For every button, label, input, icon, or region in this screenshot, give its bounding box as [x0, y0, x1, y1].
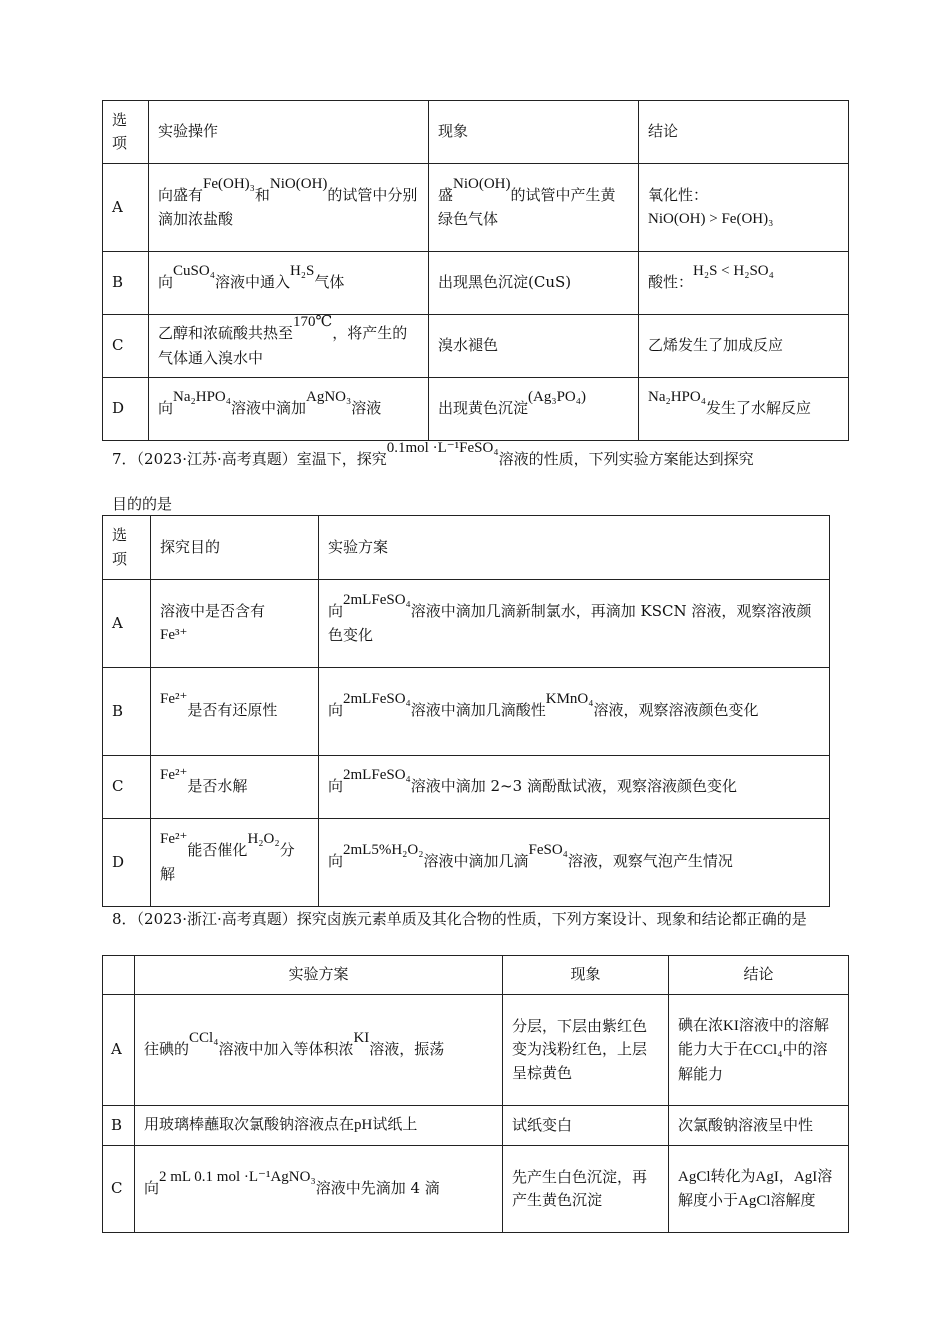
formula: FeSO₄ — [528, 842, 568, 859]
phenomenon-cell: 试纸变白 — [503, 1106, 669, 1146]
header-plan: 实验方案 — [135, 956, 503, 995]
text: 和 — [254, 185, 270, 204]
goal-cell — [151, 756, 319, 819]
conclusion-cell — [639, 164, 849, 252]
option-label: B — [103, 1106, 135, 1146]
table-row — [103, 1146, 849, 1233]
option-label: C — [103, 315, 149, 378]
operation-cell — [149, 315, 429, 378]
table-row — [103, 516, 830, 580]
formula: NiO(OH) — [269, 175, 328, 192]
formula: Fe³⁺ — [160, 626, 188, 643]
text: 溶液 — [351, 398, 382, 417]
formula: (Ag₃PO₄) — [528, 388, 586, 405]
formula: AgI — [793, 1168, 818, 1185]
text: 向 — [158, 398, 174, 417]
formula: 2mL5%H₂O₂ — [343, 842, 424, 859]
formula: 2 mL 0.1 mol ·L⁻¹AgNO₃ — [159, 1168, 316, 1185]
text: 能否催化 — [187, 840, 248, 859]
text: 向 — [328, 701, 344, 720]
formula: 0.1mol ·L⁻¹FeSO₄ — [386, 440, 499, 456]
formula: AgCl — [678, 1168, 711, 1185]
formula: KI — [723, 1018, 739, 1035]
text: 溶液中滴加几滴 — [423, 852, 529, 871]
table-2 — [102, 515, 830, 907]
table-row — [103, 580, 830, 668]
text: 氧化性： — [648, 186, 709, 205]
table-row — [103, 956, 849, 995]
formula: Fe²⁺ — [160, 766, 188, 783]
formula: 2mLFeSO₄ — [343, 591, 411, 608]
text: 酸性： — [648, 272, 694, 291]
header-option: 选项 — [103, 516, 151, 580]
option-label: A — [103, 164, 149, 252]
formula: Fe(OH)₃ — [203, 175, 255, 192]
plan-cell — [319, 580, 830, 668]
text: 乙醇和浓硫酸共热至 — [158, 324, 294, 343]
formula: NiO(OH) > Fe(OH)₃ — [648, 210, 774, 227]
text: 气体 — [314, 272, 345, 291]
phenomenon-cell: 出现黑色沉淀(CuS) — [429, 252, 639, 315]
formula: CuSO₄ — [173, 262, 215, 279]
table-row — [103, 995, 849, 1106]
formula: AgCl — [738, 1193, 771, 1209]
text: 溶液中滴加几滴新制氯水，再滴加 KSCN 溶液，观察溶液颜色变化 — [328, 601, 812, 644]
conclusion-cell: 乙烯发生了加成反应 — [639, 315, 849, 378]
conclusion-cell — [669, 995, 849, 1106]
table-3 — [102, 955, 849, 1233]
formula: CCl₄ — [189, 1029, 219, 1046]
header-blank — [103, 956, 135, 995]
text: 溶解度 — [770, 1191, 816, 1209]
text: 往碘的 — [144, 1039, 190, 1058]
text: 是否有还原性 — [187, 701, 278, 720]
phenomenon-cell — [429, 164, 639, 252]
plan-cell — [319, 819, 830, 907]
option-label: A — [103, 995, 135, 1106]
plan-cell — [135, 1106, 503, 1146]
header-phenomenon: 现象 — [429, 101, 639, 164]
text: 向 — [328, 776, 344, 795]
text: 盛 — [438, 185, 454, 204]
table-row — [103, 756, 830, 819]
text: 的试管中产生黄绿色气体 — [438, 185, 616, 228]
option-label: B — [103, 252, 149, 315]
text: 溶液，观察溶液颜色变化 — [593, 701, 759, 720]
question-8: 8．（2023·浙江·高考真题）探究卤族元素单质及其化合物的性质，下列方案设计、现象和结论都正确的是 — [112, 910, 807, 928]
conclusion-cell — [639, 378, 849, 441]
table-row — [103, 668, 830, 756]
text: 用玻璃棒蘸取次氯酸钠溶液点在 — [144, 1115, 355, 1134]
operation-cell — [149, 378, 429, 441]
header-conclusion: 结论 — [639, 101, 849, 164]
goal-cell — [151, 819, 319, 907]
text: 向 — [144, 1178, 160, 1197]
operation-cell — [149, 252, 429, 315]
plan-cell — [135, 1146, 503, 1233]
option-label: D — [103, 819, 151, 907]
text: 溶液，振荡 — [369, 1039, 445, 1058]
text: 向盛有 — [158, 185, 204, 204]
text: 出现黄色沉淀 — [438, 398, 529, 417]
option-label: B — [103, 668, 151, 756]
header-operation: 实验操作 — [149, 101, 429, 164]
table-row — [103, 252, 849, 315]
formula: Fe²⁺ — [160, 830, 188, 847]
text: 是否水解 — [187, 776, 248, 795]
conclusion-cell: 次氯酸钠溶液呈中性 — [669, 1106, 849, 1146]
text: 碘在浓 — [678, 1016, 724, 1035]
text: 溶液中先滴加 4 滴 — [315, 1178, 440, 1197]
text: 溶液中的溶解能力大于在 — [678, 1016, 829, 1059]
text: 溶液中滴加几滴酸性 — [410, 701, 546, 720]
header-plan: 实验方案 — [319, 516, 830, 580]
header-conclusion: 结论 — [669, 956, 849, 995]
formula: 2mLFeSO₄ — [343, 691, 411, 708]
formula: KMnO₄ — [545, 691, 594, 708]
text: 溶解度小于 — [678, 1166, 833, 1209]
phenomenon-cell: 溴水褪色 — [429, 315, 639, 378]
table-row — [103, 101, 849, 164]
text: ， — [778, 1166, 794, 1185]
formula: NiO(OH) — [453, 175, 511, 192]
question-7-line-1 — [112, 440, 840, 472]
formula: H₂O₂ — [247, 830, 280, 847]
text: 中的溶解能力 — [678, 1040, 828, 1083]
formula: AgNO₃ — [306, 388, 352, 405]
text: 溶液中是否含有 — [160, 602, 266, 621]
header-option — [103, 101, 149, 164]
text: 试纸上 — [372, 1115, 418, 1134]
plan-cell — [319, 668, 830, 756]
formula: KI — [353, 1029, 370, 1046]
plan-cell — [319, 756, 830, 819]
question-7-line-2: 目的的是 — [112, 495, 173, 513]
question-text: 7．（2023·江苏·高考真题）室温下，探究 — [112, 450, 387, 468]
formula: pH — [354, 1117, 373, 1134]
formula: H₂S — [289, 262, 315, 279]
text: 向 — [158, 272, 174, 291]
formula: 170℃ — [293, 314, 333, 331]
header-text: 选项 — [112, 110, 128, 152]
text: 发生了水解反应 — [705, 398, 811, 417]
table-row — [103, 1106, 849, 1146]
phenomenon-cell — [429, 378, 639, 441]
table-row — [103, 164, 849, 252]
formula: CCl₄ — [753, 1042, 783, 1059]
text: 的试管中分别滴加浓盐酸 — [158, 185, 418, 228]
formula: H₂S < H₂SO₄ — [693, 262, 774, 279]
goal-cell — [151, 580, 319, 668]
text: 溶液中加入等体积浓 — [218, 1039, 354, 1058]
formula: AgI — [755, 1168, 779, 1185]
question-text: 溶液的性质，下列实验方案能达到探究 — [498, 450, 754, 468]
text: 向 — [328, 601, 344, 620]
phenomenon-cell: 分层，下层由紫红色变为浅粉红色，上层呈棕黄色 — [503, 995, 669, 1106]
table-1 — [102, 100, 849, 441]
phenomenon-cell: 先产生白色沉淀，再产生黄色沉淀 — [503, 1146, 669, 1233]
text: 溶液，观察气泡产生情况 — [567, 852, 733, 871]
text: 转化为 — [710, 1166, 756, 1185]
text: ，将产生的气体通入溴水中 — [158, 324, 408, 367]
text: 分解 — [160, 840, 295, 883]
formula: 2mLFeSO₄ — [343, 766, 411, 783]
formula: Na₂HPO₄ — [173, 388, 231, 405]
header-phenomenon: 现象 — [503, 956, 669, 995]
table-row — [103, 378, 849, 441]
text: 向 — [328, 852, 344, 871]
option-label: D — [103, 378, 149, 441]
goal-cell — [151, 668, 319, 756]
text: 溶液中滴加 — [230, 398, 306, 417]
table-row — [103, 819, 830, 907]
option-label: C — [103, 756, 151, 819]
plan-cell — [135, 995, 503, 1106]
header-goal: 探究目的 — [151, 516, 319, 580]
formula: Na₂HPO₄ — [648, 388, 706, 405]
option-label: C — [103, 1146, 135, 1233]
option-label: A — [103, 580, 151, 668]
conclusion-cell — [639, 252, 849, 315]
formula: Fe²⁺ — [160, 691, 188, 708]
text: 溶液中通入 — [214, 272, 290, 291]
table-row — [103, 315, 849, 378]
operation-cell — [149, 164, 429, 252]
text: 溶液中滴加 2~3 滴酚酞试液，观察溶液颜色变化 — [410, 776, 737, 795]
conclusion-cell — [669, 1146, 849, 1233]
